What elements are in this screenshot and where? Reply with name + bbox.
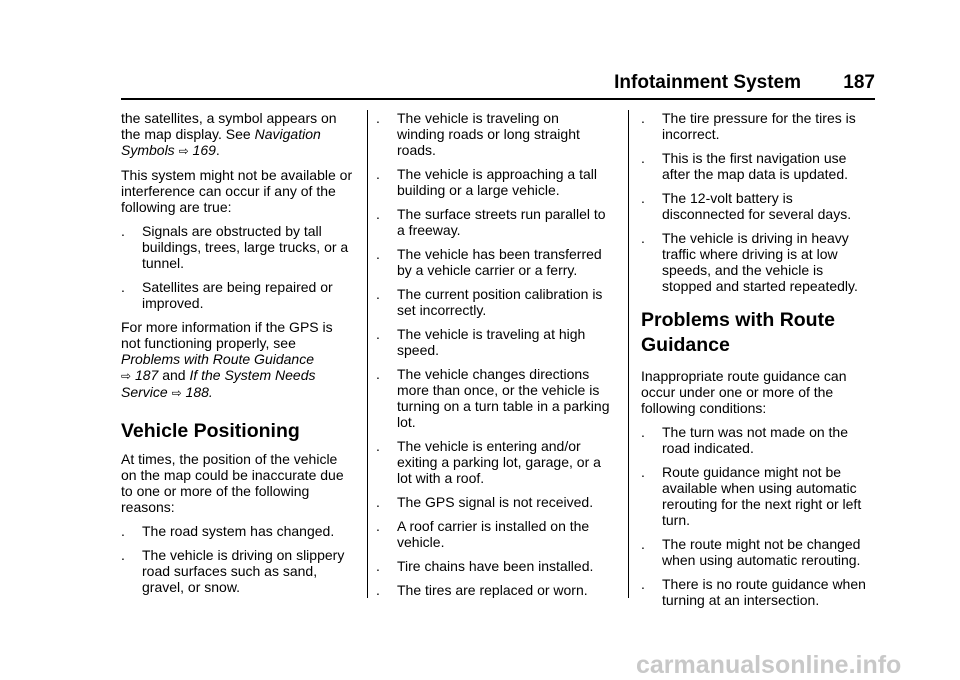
list-item: . The vehicle is traveling at high speed. — [376, 326, 586, 358]
list-item: . Tire chains have been installed. — [376, 558, 594, 574]
bullet-icon: . — [376, 326, 380, 342]
list-item: . The 12-volt battery is disconnected for several days. — [641, 190, 852, 222]
bullet-icon: . — [641, 110, 645, 126]
paragraph: the satellites, a symbol appears on the map display. See Navigation Symbols ⇨ 169. — [121, 110, 337, 158]
list-item: . The vehicle is approaching a tall building or a large vehicle. — [376, 166, 598, 198]
section-heading: Vehicle Positioning — [121, 420, 300, 442]
page-ref-arrow-icon: ⇨ — [171, 386, 182, 400]
list-item: . The turn was not made on the road indicated. — [641, 424, 848, 456]
bullet-icon: . — [376, 494, 380, 510]
list-item: . A roof carrier is installed on the vehicle. — [376, 518, 590, 550]
column-1 — [121, 110, 355, 603]
bullet-icon: . — [641, 576, 645, 592]
header-rule — [121, 98, 875, 100]
bullet-icon: . — [376, 438, 380, 454]
bullet-icon: . — [376, 206, 380, 222]
bullet-icon: . — [376, 286, 380, 302]
paragraph: For more information if the GPS is not functioning properly, see Problems with Route Guidance ⇨ 187 and If the System Needs Service ⇨ 188. — [121, 319, 333, 400]
bullet-icon: . — [641, 424, 645, 440]
xref-link[interactable]: Navigation Symbols — [121, 126, 321, 158]
column-divider — [367, 110, 368, 598]
list-item: . Route guidance might not be available when using automatic rerouting for the next right or left turn. — [641, 464, 862, 528]
bullet-icon: . — [641, 190, 645, 206]
list-item: . The road system has changed. — [121, 523, 335, 539]
bullet-icon: . — [121, 223, 125, 239]
page-ref[interactable]: 188 — [185, 384, 209, 400]
bullet-icon: . — [376, 558, 380, 574]
page-ref-arrow-icon: ⇨ — [121, 369, 132, 383]
bullet-icon: . — [641, 536, 645, 552]
page-ref-arrow-icon: ⇨ — [178, 144, 189, 158]
xref-link[interactable]: If the System Needs Service — [121, 367, 316, 400]
xref-link[interactable]: Problems with Route Guidance — [121, 351, 314, 367]
list-item: . Signals are obstructed by tall buildings, trees, large trucks, or a tunnel. — [121, 223, 349, 271]
column-3 — [641, 110, 875, 616]
list-item: . The vehicle changes directions more than once, or the vehicle is turning on a turn table in a parking lot. — [376, 366, 610, 430]
column-2 — [376, 110, 610, 606]
list-item: . The route might not be changed when using automatic rerouting. — [641, 536, 861, 568]
bullet-icon: . — [376, 110, 380, 126]
bullet-icon: . — [376, 582, 380, 598]
list-item: . The tire pressure for the tires is incorrect. — [641, 110, 856, 142]
list-item: . The tires are replaced or worn. — [376, 582, 588, 598]
list-item: . The vehicle has been transferred by a vehicle carrier or a ferry. — [376, 246, 602, 278]
page-ref[interactable]: 169 — [192, 142, 216, 158]
paragraph-text: the satellites, a symbol appears on the map display. See — [121, 110, 337, 142]
paragraph: At times, the position of the vehicle on the map could be inaccurate due to one or more of the following reasons: — [121, 451, 344, 515]
bullet-icon: . — [641, 150, 645, 166]
page-ref[interactable]: 187 — [134, 367, 159, 383]
watermark: carmanualsonline.info — [636, 651, 902, 679]
paragraph: Inappropriate route guidance can occur under one or more of the following conditions: — [641, 368, 847, 416]
page-number: 187 — [843, 72, 875, 93]
section-heading: Problems with Route Guidance — [641, 309, 835, 356]
list-item: . The vehicle is driving on slippery road surfaces such as sand, gravel, or snow. — [121, 547, 345, 595]
list-item: . The current position calibration is set incorrectly. — [376, 286, 603, 318]
bullet-icon: . — [641, 464, 645, 480]
list-item: . The surface streets run parallel to a freeway. — [376, 206, 606, 238]
list-item: . The GPS signal is not received. — [376, 494, 594, 510]
paragraph: This system might not be available or interference can occur if any of the following are true: — [121, 167, 353, 215]
list-item: . There is no route guidance when turning at an intersection. — [641, 576, 866, 608]
list-item: . The vehicle is driving in heavy traffic where driving is at low speeds, and the vehicle is stopped and started repeatedly. — [641, 230, 858, 294]
list-item: . The vehicle is traveling on winding roads or long straight roads. — [376, 110, 580, 158]
bullet-icon: . — [376, 166, 380, 182]
list-item: . Satellites are being repaired or improved. — [121, 279, 333, 311]
list-item: . This is the first navigation use after the map data is updated. — [641, 150, 849, 182]
bullet-icon: . — [121, 547, 125, 563]
bullet-icon: . — [121, 523, 125, 539]
section-title: Infotainment System — [614, 72, 801, 93]
bullet-icon: . — [376, 246, 380, 262]
column-divider — [628, 110, 629, 598]
bullet-icon: . — [376, 518, 380, 534]
list-item: . The vehicle is entering and/or exiting a parking lot, garage, or a lot with a roof. — [376, 438, 601, 486]
bullet-icon: . — [641, 230, 645, 246]
page-header — [121, 68, 875, 100]
bullet-icon: . — [121, 279, 125, 295]
bullet-icon: . — [376, 366, 380, 382]
